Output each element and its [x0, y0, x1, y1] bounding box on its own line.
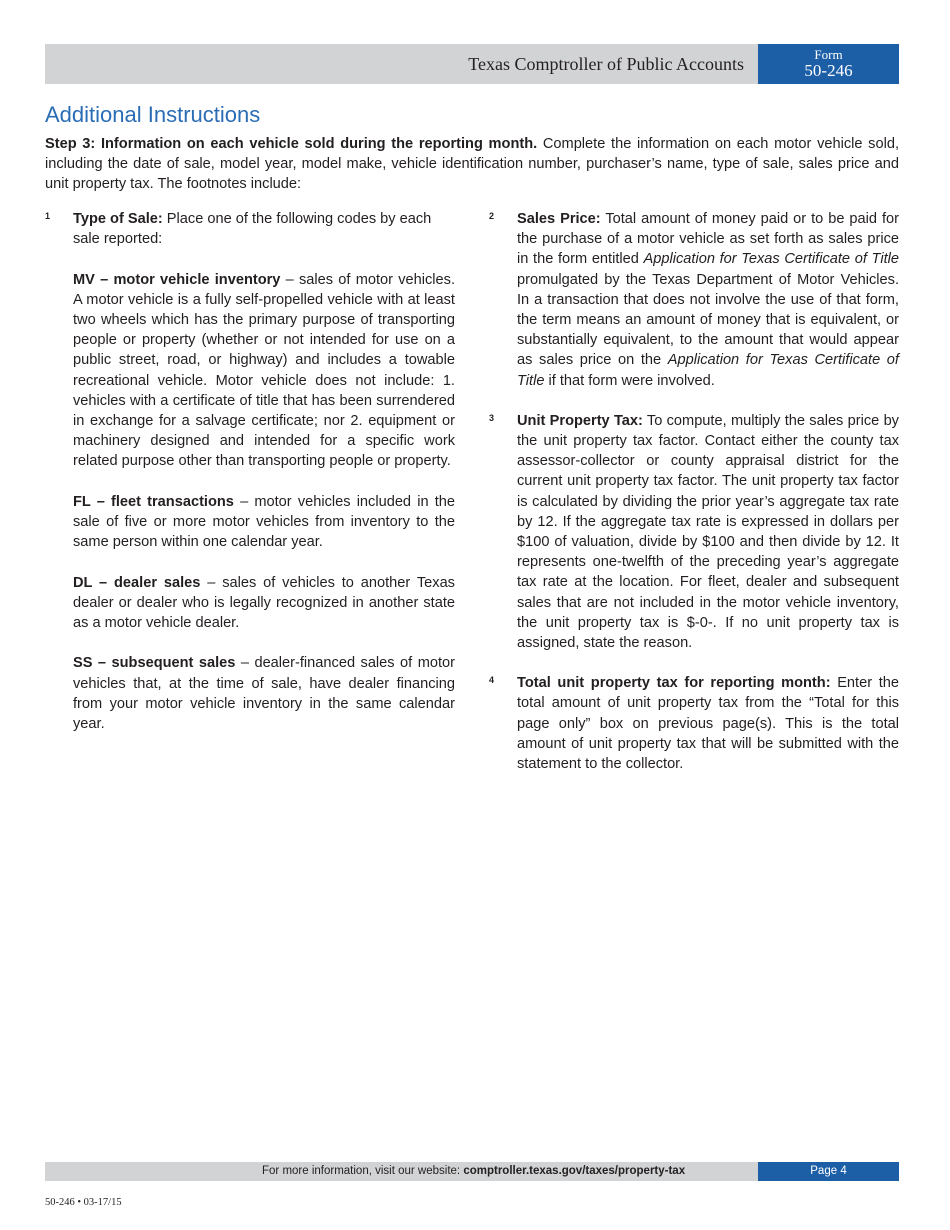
footnote-type-of-sale: [45, 209, 455, 734]
section-title: Additional Instructions: [45, 102, 261, 127]
footnote-mark: 4: [489, 675, 495, 686]
footnote-text: if that form were involved.: [544, 372, 715, 389]
form-label: Form: [814, 47, 843, 62]
footnote-text: Place one of the following codes by each sale reported:: [73, 211, 432, 248]
footnote-heading: Type of Sale:: [73, 211, 163, 227]
footnote-text: Total amount of money paid or to be paid for the purchase of a motor vehicle as set forth as sales price in the form entitled: [517, 211, 899, 268]
footnote-paragraph: [73, 209, 455, 249]
header-bar: [45, 44, 758, 84]
footnote-heading: Sales Price:: [517, 211, 601, 227]
code-dl: [73, 573, 455, 634]
code-term: DL – dealer sales: [73, 574, 201, 591]
website-link[interactable]: comptroller.texas.gov/taxes/property-tax: [463, 1165, 686, 1177]
code-text: – sales of motor vehicles. A motor vehicle is a fully self-propelled vehicle with at least two wheels which has the primary purpose of transporting people or property (whether or not intended for use on a public street, road, or highway) and includes a towable recreational vehicle. Motor vehicle does not include: 1. vehicles with a certificate of title that has been surrendered in exchange for a salvage certificate; nor 2. equipment or machinery designed and intended for a specific work related purpose other than transporting people or property.: [73, 271, 455, 470]
footnote-heading: Total unit property tax for reporting month:: [517, 675, 831, 692]
page-number: Page 4: [758, 1162, 899, 1181]
intro-lead: Step 3: Information on each vehicle sold during the reporting month.: [45, 136, 538, 152]
code-text: – sales of vehicles to another Texas dealer or dealer who is legally recognized in another state as a motor vehicle dealer.: [73, 574, 455, 632]
code-term: MV – motor vehicle inventory: [73, 271, 281, 288]
footnote-mark: 3: [489, 412, 495, 423]
code-term: FL – fleet transactions: [73, 493, 234, 510]
footnote-paragraph: [517, 209, 899, 391]
footnote-text: Enter the total amount of unit property tax from the “Total for this page only” box on previous page(s). This is the total amount of unit property tax that will be submitted with the statement to the collector.: [517, 675, 900, 773]
footer-bar: [45, 1162, 758, 1181]
code-term: SS – subsequent sales: [73, 655, 236, 672]
right-column: [489, 209, 899, 774]
code-ss: [73, 653, 455, 734]
footnote-text: To compute, multiply the sales price by the unit property tax factor. Contact either the county tax assessor-collector or county appraisal district for the current unit property tax factor. The unit property tax factor is calculated by dividing the prior year’s aggregate tax rate by 12. If the aggregate tax rate is expressed in dollars per $100 of valuation, divide by $100 and then divide by 12. It represents one-twelfth of the preceding year’s aggregate tax rate at the location. For fleet, dealer and subsequent sales that are not included in the motor vehicle inventory, the unit property tax is $-0-. If no unit property tax is assigned, state the reason.: [517, 412, 899, 652]
form-number-box: [758, 44, 899, 84]
footnote-mark: 2: [489, 211, 495, 221]
code-text: – dealer-financed sales of motor vehicles that, at the time of sale, have dealer financing from your motor vehicle inventory in the same calendar year.: [73, 655, 455, 733]
footnote-paragraph: [517, 411, 899, 653]
code-text: – motor vehicles included in the sale of five or more motor vehicles from inventory to the same person within one calendar year.: [73, 493, 456, 551]
footer-info-text: For more information, visit our website:: [262, 1165, 464, 1177]
intro-paragraph: [45, 134, 899, 195]
footnote-text: promulgated by the Texas Department of Motor Vehicles. In a transaction that does not involve the use of that form, the term means an amount of money that is equivalent, or substantially equivalent, to the amount that would appear as sales price on the: [517, 271, 899, 369]
footnote-mark: 1: [45, 211, 51, 221]
footnote-sales-price: [489, 209, 899, 391]
footer-info: [262, 1162, 685, 1181]
footnote-paragraph: [517, 673, 899, 774]
form-title: Application for Texas Certificate of Title: [643, 251, 899, 268]
code-fl: [73, 492, 455, 553]
intro-text: Complete the information on each motor vehicle sold, including the date of sale, model year, model make, vehicle identification number, purchaser’s name, type of sale, sales price and unit property tax. The footnotes include:: [45, 136, 900, 193]
footnote-unit-property-tax: [489, 411, 899, 653]
form-number: 50-246: [804, 61, 853, 80]
footnote-heading: Unit Property Tax:: [517, 412, 643, 429]
form-revision: 50-246 • 03-17/15: [45, 1197, 122, 1208]
left-column: [45, 209, 455, 734]
code-mv: [73, 270, 455, 472]
footnote-total-unit-property-tax: [489, 673, 899, 774]
form-title: Application for Texas Certificate of Title: [517, 352, 899, 389]
agency-name: Texas Comptroller of Public Accounts: [468, 54, 744, 74]
